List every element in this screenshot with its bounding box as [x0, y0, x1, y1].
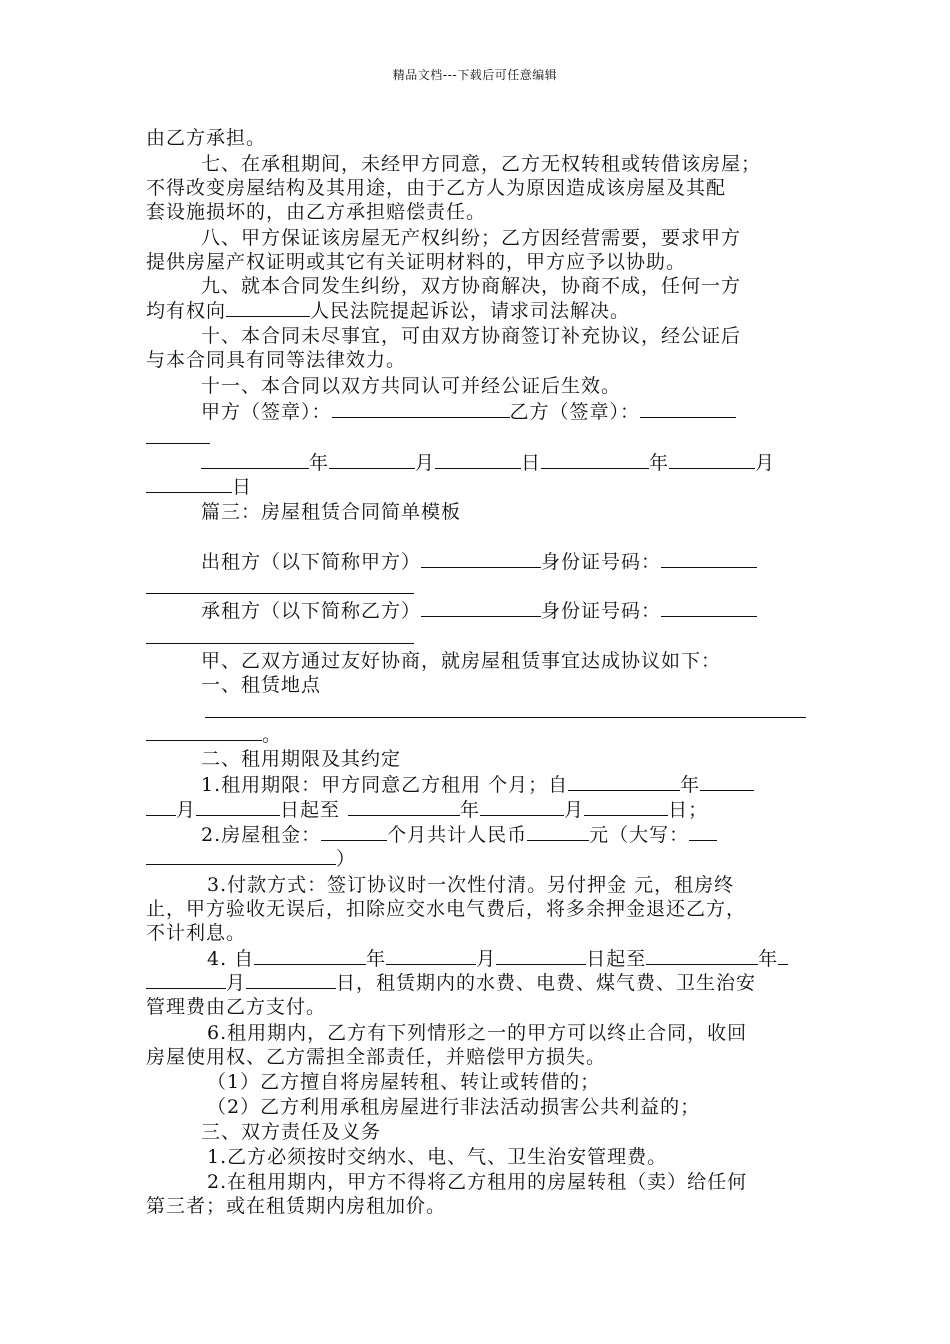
text-line: 第三者；或在租赁期内房租加价。 — [146, 1195, 447, 1217]
id-number-label: 身份证号码： — [541, 600, 662, 622]
text-line: 由乙方承担。 — [146, 127, 267, 149]
text-fragment: 元（大写： — [589, 824, 690, 846]
text-fragment: 月 — [176, 799, 197, 821]
payment-clause: 3.付款方式：签订协议时一次性付清。另付押金 元，租房终 — [207, 874, 735, 896]
blank-field — [196, 797, 280, 816]
text-fragment: 日； — [668, 799, 709, 821]
text-fragment: 日，租赁期内的水费、电费、煤气费、卫生治安 — [336, 972, 757, 994]
text-fragment: 月 — [415, 452, 436, 474]
text-line: 止，甲方验收无误后，扣除应交水电气费后，将多余押金退还乙方， — [146, 898, 747, 920]
blank-line — [146, 593, 414, 594]
clause-heading: 三、双方责任及义务 — [201, 1121, 382, 1143]
blank-field — [480, 797, 564, 816]
lessee-label: 承租方（以下简称乙方） — [201, 600, 422, 622]
blank-field — [201, 450, 309, 469]
blank-field — [321, 822, 387, 841]
party-a-signature-label: 甲方（签章）： — [201, 401, 332, 423]
blank-field — [146, 474, 232, 493]
clause-9: 九、就本合同发生纠纷，双方协商解决，协商不成，任何一方 — [201, 275, 742, 297]
text-fragment: 年 — [649, 452, 670, 474]
blank-field — [568, 772, 680, 791]
blank-field — [689, 822, 717, 841]
text-fragment: 月 — [226, 972, 247, 994]
clause-10: 十、本合同未尽事宜，可由双方协商签订补充协议，经公证后 — [201, 325, 742, 347]
blank-field — [435, 450, 521, 469]
clause-8: 八、甲方保证该房屋无产权纠纷；乙方因经营需要，要求甲方 — [201, 227, 742, 249]
text-line — [146, 722, 806, 747]
text-fragment: 日 — [521, 452, 542, 474]
blank-field — [146, 797, 176, 816]
text-fragment: ） — [336, 848, 357, 870]
termination-clause: 6.租用期内，乙方有下列情形之一的甲方可以终止合同，收回 — [207, 1022, 748, 1044]
text-line: 1.乙方必须按时交纳水、电、气、卫生治安管理费。 — [207, 1146, 668, 1168]
text-fragment: 月 — [564, 799, 585, 821]
blank-line — [146, 443, 210, 444]
blank-line — [146, 643, 414, 644]
text-fragment: 4. 自 — [207, 948, 255, 970]
lessor-label: 出租方（以下简称甲方） — [201, 551, 422, 573]
blank-field — [421, 549, 541, 568]
text-line — [207, 946, 806, 971]
id-number-label: 身份证号码： — [541, 551, 662, 573]
page-header: 精品文档---下载后可任意编辑 — [392, 68, 558, 82]
text-fragment: 年 — [680, 774, 701, 796]
date-line — [201, 450, 806, 475]
lessee-line — [201, 598, 806, 623]
text-line: 2.在租用期内，甲方不得将乙方租用的房屋转租（卖）给任何 — [207, 1171, 748, 1193]
text-fragment: 人民法院提起诉讼，请求司法解决。 — [310, 300, 631, 322]
text-fragment: 日起至 — [280, 799, 341, 821]
text-line: 与本合同具有同等法律效力。 — [146, 349, 407, 371]
text-fragment: 日起至 — [586, 948, 647, 970]
text-line — [146, 797, 806, 822]
text-line: 提供房屋产权证明或其它有关证明材料的，甲方应予以协助。 — [146, 251, 687, 273]
blank-field — [226, 298, 310, 317]
text-fragment: 。 — [262, 724, 283, 746]
agreement-intro: 甲、乙双方通过友好协商，就房屋租赁事宜达成协议如下： — [201, 650, 722, 672]
blank-field — [146, 722, 262, 741]
clause-11: 十一、本合同以双方共同认可并经公证后生效。 — [201, 375, 622, 397]
blank-field — [246, 970, 336, 989]
blank-field — [421, 598, 541, 617]
text-fragment: 日 — [232, 476, 253, 498]
text-fragment: 年 — [758, 948, 779, 970]
blank-field — [541, 450, 649, 469]
list-item: （2）乙方利用承租房屋进行非法活动损害公共利益的； — [207, 1096, 701, 1118]
text-line — [201, 772, 806, 797]
blank-field — [146, 846, 336, 865]
text-line: 套设施损坏的，由乙方承担赔偿责任。 — [146, 201, 487, 223]
text-line: 不计利息。 — [146, 922, 247, 944]
text-fragment: 月 — [755, 452, 776, 474]
clause-heading: 二、租用期限及其约定 — [201, 748, 402, 770]
text-fragment: 年 — [460, 799, 481, 821]
text-line — [146, 298, 806, 323]
text-line — [146, 474, 806, 499]
blank-field — [661, 549, 757, 568]
lessor-line — [201, 549, 806, 574]
blank-field — [778, 946, 788, 965]
clause-7: 七、在承租期间，未经甲方同意，乙方无权转租或转借该房屋； — [201, 153, 762, 175]
blank-field — [640, 399, 736, 418]
text-fragment: 个月共计人民币 — [387, 824, 528, 846]
text-fragment: 年 — [309, 452, 330, 474]
section-title: 篇三：房屋租赁合同简单模板 — [201, 501, 462, 523]
blank-field — [646, 946, 758, 965]
blank-line — [205, 717, 806, 718]
text-line: 管理费由乙方支付。 — [146, 996, 327, 1018]
signature-line — [201, 399, 806, 424]
blank-field — [669, 450, 755, 469]
blank-field — [527, 822, 589, 841]
text-fragment: 2.房屋租金： — [201, 824, 322, 846]
blank-field — [386, 946, 476, 965]
list-item: （1）乙方擅自将房屋转租、转让或转借的； — [207, 1071, 601, 1093]
clause-heading: 一、租赁地点 — [201, 674, 322, 696]
blank-field — [584, 797, 668, 816]
text-fragment: 月 — [476, 948, 497, 970]
text-line: 房屋使用权、乙方需担全部责任，并赔偿甲方损失。 — [146, 1046, 607, 1068]
blank-field — [146, 970, 226, 989]
text-line — [146, 846, 806, 871]
text-line — [201, 822, 806, 847]
blank-field — [329, 450, 415, 469]
blank-field — [496, 946, 586, 965]
text-fragment: 均有权向 — [146, 300, 227, 322]
text-line: 不得改变房屋结构及其用途，由于乙方人为原因造成该房屋及其配 — [146, 177, 727, 199]
party-b-signature-label: 乙方（签章）： — [509, 401, 641, 423]
text-fragment: 1.租用期限：甲方同意乙方租用 个月；自 — [201, 774, 569, 796]
blank-field — [348, 797, 460, 816]
text-line — [146, 970, 806, 995]
blank-field — [700, 772, 754, 791]
blank-field — [661, 598, 757, 617]
blank-field — [332, 399, 510, 418]
blank-field — [254, 946, 366, 965]
text-fragment: 年 — [366, 948, 387, 970]
